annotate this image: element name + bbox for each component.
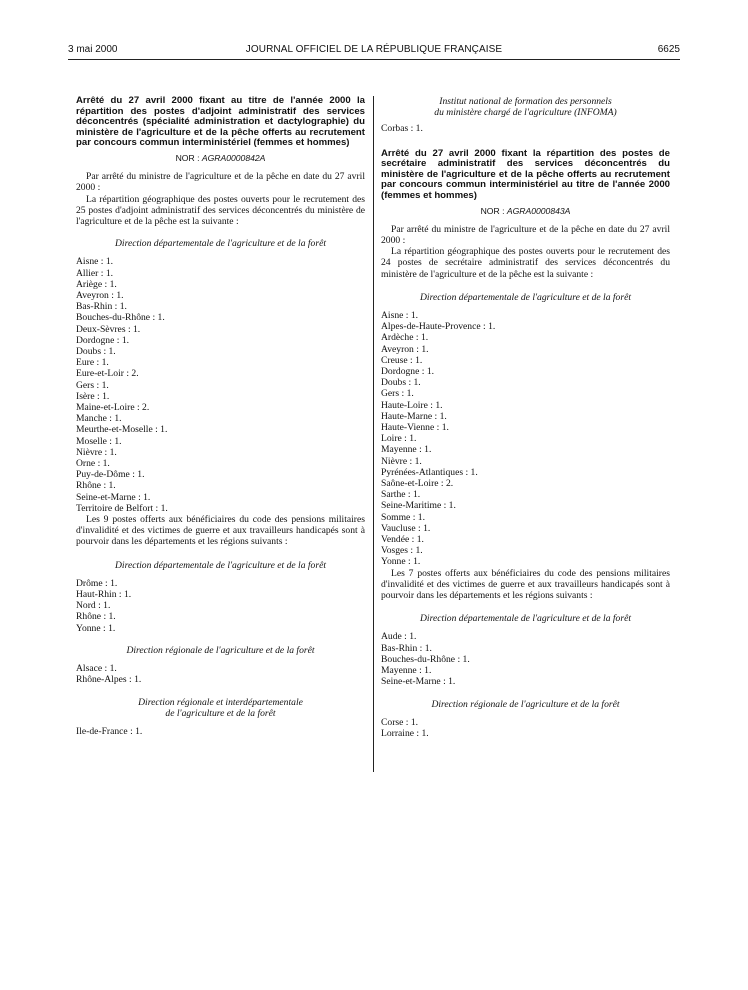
list-item: Dordogne : 1. (76, 334, 130, 346)
list-item: Gers : 1. (381, 388, 414, 400)
post-list (381, 717, 670, 739)
list-item: Haute-Vienne : 1. (381, 422, 449, 434)
header-rule (68, 59, 680, 60)
list-item: Mayenne : 1. (381, 444, 432, 456)
list-item: Loire : 1. (381, 433, 417, 445)
right-column (381, 96, 670, 739)
list-item: Aveyron : 1. (76, 290, 124, 301)
section-heading: Direction régionale et interdépartementale (138, 696, 303, 708)
list-item: Pyrénées-Atlantiques : 1. (381, 466, 478, 478)
list-item: Haute-Loire : 1. (381, 399, 443, 411)
nor-reference (381, 206, 670, 217)
list-item: Bas-Rhin : 1. (76, 301, 127, 313)
list-item: Ariège : 1. (76, 278, 117, 290)
list-item: Bouches-du-Rhône : 1. (76, 312, 165, 324)
intro-paragraph: Par arrêté du ministre de l'agriculture et de la pêche en date du 27 avril 2000 : (381, 223, 670, 246)
list-item: Doubs : 1. (76, 346, 116, 358)
section-heading: Direction régionale de l'agriculture et de la forêt (431, 698, 620, 710)
list-item: Aude : 1. (381, 631, 417, 643)
list-item: Bas-Rhin : 1. (381, 642, 432, 654)
list-item: Territoire de Belfort : 1. (76, 502, 168, 514)
list-item: Deux-Sèvres : 1. (76, 323, 141, 335)
list-item: Bouches-du-Rhône : 1. (381, 653, 470, 665)
beneficiaries-paragraph: Les 9 postes offerts aux bénéficiaires du code des pensions militaires d'invalidité et des victimes de guerre et aux travailleurs handicapés sont à pourvoir dans les départements et les régions suivants : (76, 514, 365, 548)
list-item: Allier : 1. (76, 267, 114, 279)
institute-heading: Institut national de formation des personnels (439, 96, 612, 107)
distribution-paragraph: La répartition géographique des postes ouverts pour le recrutement des 25 postes d'adjoint administratif des services déconcentrés du ministère de l'agriculture et de la pêche est la suivante : (76, 193, 365, 227)
list-item: Gers : 1. (76, 379, 109, 391)
list-item: Maine-et-Loire : 2. (76, 402, 150, 414)
list-item: Drôme : 1. (76, 577, 118, 589)
list-item: Corbas : 1. (381, 123, 423, 135)
list-item: Rhône-Alpes : 1. (76, 674, 142, 686)
section-heading: Direction départementale de l'agriculture et de la forêt (419, 291, 632, 303)
post-list (76, 578, 365, 634)
list-item: Rhône : 1. (76, 611, 116, 623)
list-item: Moselle : 1. (76, 435, 122, 447)
decree-heading: Arrêté du 27 avril 2000 fixant au titre de l'année 2000 la répartition des postes d'adjoint administratif des services déconcentrés (spécialité administration et dactylographie) du ministère de l'agriculture et de la pêche offerts au recrutement par concours commun interministériel (femmes et hommes) (76, 95, 365, 149)
list-item: Ile-de-France : 1. (76, 725, 143, 737)
list-item: Vaucluse : 1. (381, 522, 431, 534)
list-item: Eure-et-Loir : 2. (76, 368, 139, 380)
list-item: Aisne : 1. (381, 310, 419, 321)
list-item: Sarthe : 1. (381, 489, 421, 501)
list-item: Nord : 1. (76, 600, 111, 612)
list-item: Mayenne : 1. (381, 665, 432, 677)
list-item: Yonne : 1. (76, 622, 116, 634)
list-item: Rhône : 1. (76, 480, 116, 492)
nor-label: NOR : (480, 205, 505, 216)
list-item: Orne : 1. (76, 458, 110, 470)
list-item: Nièvre : 1. (76, 446, 117, 458)
post-list (381, 631, 670, 687)
list-item: Vosges : 1. (381, 545, 423, 557)
left-column (76, 96, 365, 737)
section-heading-continued: de l'agriculture et de la forêt (165, 707, 276, 719)
institute-heading-continued: du ministère chargé de l'agriculture (INFOMA) (434, 107, 617, 119)
nor-code: AGRA0000842A (201, 152, 266, 163)
list-item: Alpes-de-Haute-Provence : 1. (381, 321, 496, 333)
list-item: Alsace : 1. (76, 663, 117, 675)
list-item: Saône-et-Loire : 2. (381, 478, 454, 490)
list-item: Isère : 1. (76, 390, 110, 402)
list-item: Yonne : 1. (381, 556, 421, 568)
page-header (68, 44, 680, 58)
list-item: Meurthe-et-Moselle : 1. (76, 424, 168, 436)
list-item: Nièvre : 1. (381, 455, 422, 467)
list-item: Haut-Rhin : 1. (76, 589, 132, 601)
decree-heading: Arrêté du 27 avril 2000 fixant la répartition des postes de secrétaire administratif des services déconcentrés du ministère de l'agriculture et de la pêche offerts au recrutement par concours commun interministériel au titre de l'année 2000 (femmes et hommes) (381, 147, 670, 201)
section-heading: Direction départementale de l'agriculture et de la forêt (419, 613, 632, 625)
post-list (76, 256, 365, 514)
nor-label: NOR : (175, 152, 200, 163)
section-heading: Direction départementale de l'agriculture et de la forêt (114, 559, 327, 571)
list-item: Aisne : 1. (76, 256, 114, 268)
distribution-paragraph: La répartition géographique des postes ouverts pour le recrutement des 24 postes de secrétaire administratif des services déconcentrés du ministère de l'agriculture et de la pêche est la suivante : (381, 246, 670, 280)
page-number: 6625 (657, 44, 680, 55)
header-date: 3 mai 2000 (68, 44, 118, 55)
list-item: Aveyron : 1. (381, 343, 429, 355)
list-item: Creuse : 1. (381, 354, 423, 366)
list-item: Corse : 1. (381, 716, 419, 728)
list-item: Manche : 1. (76, 413, 122, 425)
beneficiaries-paragraph: Les 7 postes offerts aux bénéficiaires du code des pensions militaires d'invalidité et des victimes de guerre et aux travailleurs handicapés sont à pourvoir dans les départements et les régions suivants : (381, 567, 670, 602)
column-divider (373, 96, 374, 772)
list-item: Dordogne : 1. (381, 366, 435, 378)
list-item: Haute-Marne : 1. (381, 410, 447, 422)
list-item: Vendée : 1. (381, 534, 424, 546)
nor-code: AGRA0000843A (506, 205, 571, 216)
post-list (76, 726, 365, 737)
list-item: Lorraine : 1. (381, 727, 429, 739)
list-item: Doubs : 1. (381, 377, 421, 389)
journal-title: JOURNAL OFFICIEL DE LA RÉPUBLIQUE FRANÇAISE (245, 44, 503, 55)
list-item: Ardèche : 1. (381, 332, 429, 344)
list-item: Eure : 1. (76, 357, 109, 369)
nor-reference (76, 153, 365, 164)
list-item: Seine-et-Marne : 1. (381, 676, 456, 688)
post-list (76, 663, 365, 685)
post-list (381, 310, 670, 568)
section-heading: Direction départementale de l'agriculture et de la forêt (114, 238, 327, 250)
list-item: Somme : 1. (381, 511, 425, 523)
section-heading: Direction régionale de l'agriculture et de la forêt (126, 644, 315, 656)
list-item: Seine-Maritime : 1. (381, 500, 456, 512)
list-item: Puy-de-Dôme : 1. (76, 469, 145, 481)
intro-paragraph: Par arrêté du ministre de l'agriculture et de la pêche en date du 27 avril 2000 : (76, 171, 365, 194)
list-item: Seine-et-Marne : 1. (76, 491, 151, 503)
